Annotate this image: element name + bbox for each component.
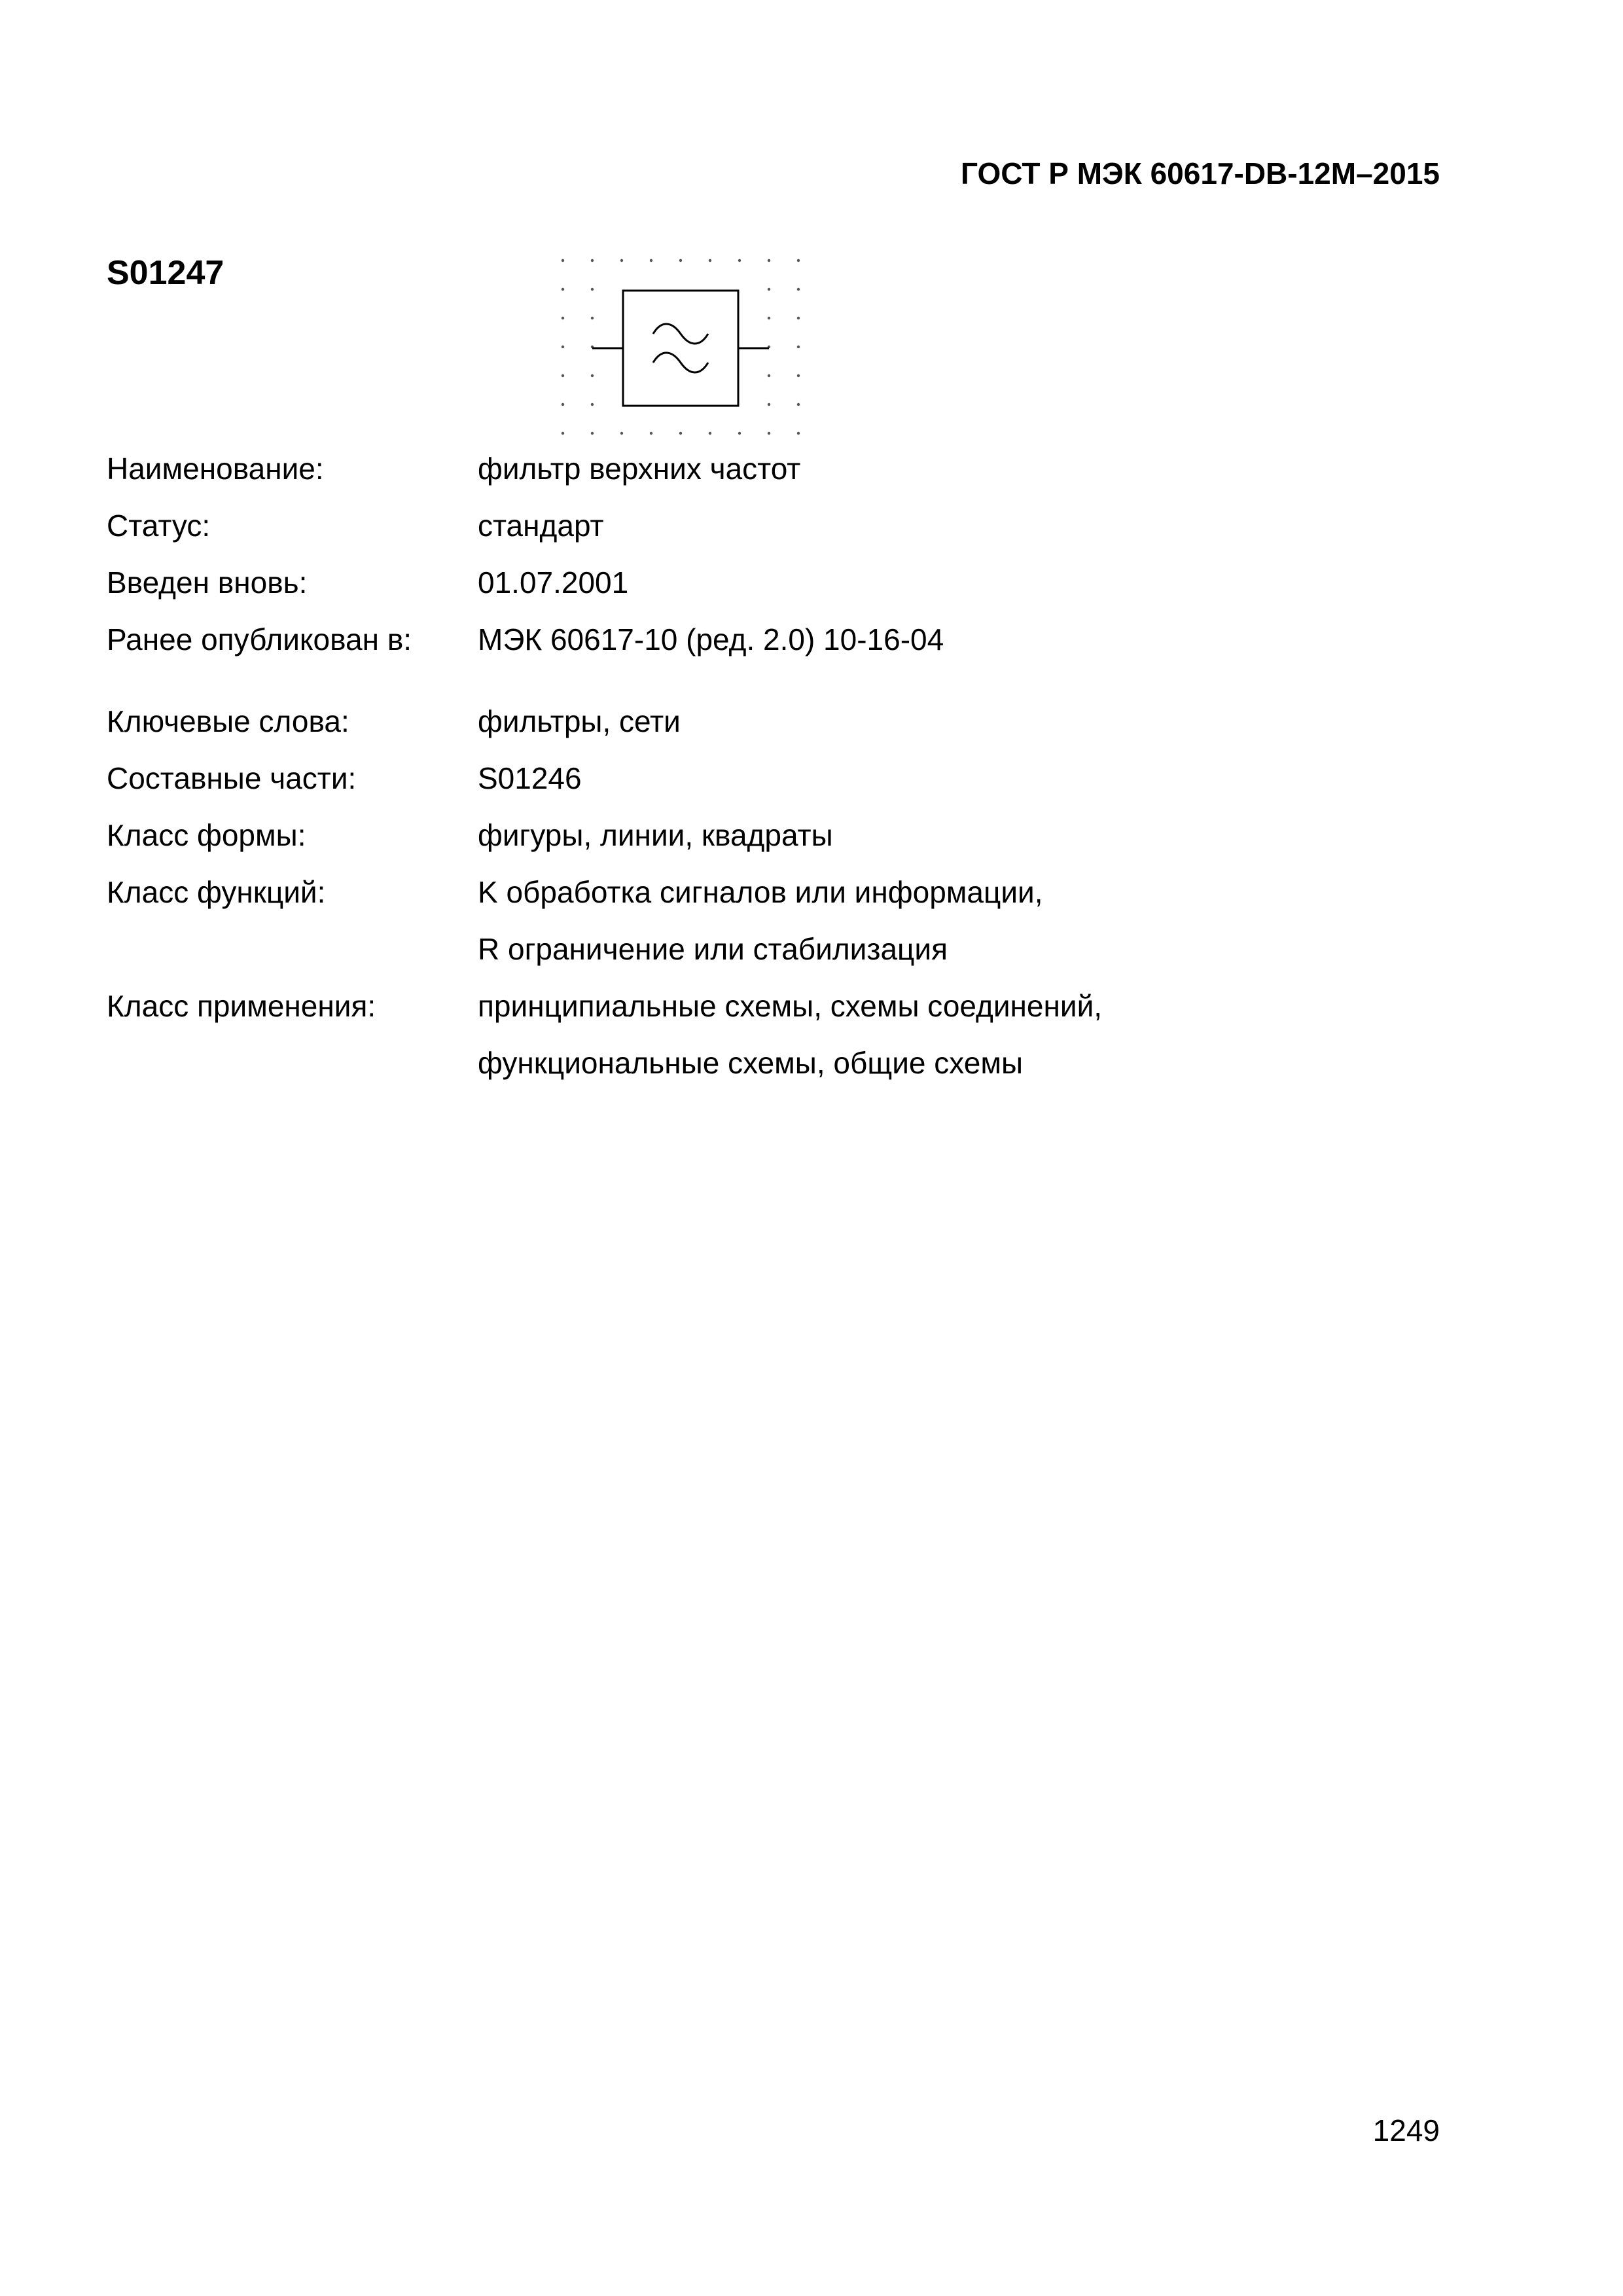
property-row-components — [107, 749, 1416, 806]
property-row-function-class-cont — [107, 920, 1416, 977]
property-value: K обработка сигналов или информации, — [478, 874, 1043, 909]
property-label: Составные части: — [107, 761, 357, 795]
symbol-id: S01247 — [107, 254, 224, 292]
property-value: принципиальные схемы, схемы соединений, — [478, 988, 1103, 1023]
property-row-published — [107, 611, 1416, 668]
property-label: Введен вновь: — [107, 565, 308, 600]
property-value: МЭК 60617-10 (ред. 2.0) 10-16-04 — [478, 622, 944, 656]
property-row-function-class — [107, 863, 1416, 920]
property-label: Ранее опубликован в: — [107, 622, 412, 656]
property-label: Класс функций: — [107, 874, 326, 909]
grid-dots — [562, 259, 800, 435]
property-row-name — [107, 440, 1416, 497]
property-row-application-class-cont — [107, 1034, 1416, 1091]
property-row-application-class — [107, 977, 1416, 1034]
document-standard-header: ГОСТ Р МЭК 60617-DB-12M–2015 — [961, 156, 1440, 190]
highpass-filter-symbol-icon — [550, 250, 812, 440]
property-row-status — [107, 497, 1416, 554]
property-label: Класс применения: — [107, 988, 376, 1023]
property-value: S01246 — [478, 761, 582, 795]
property-value: фигуры, линии, квадраты — [478, 817, 833, 852]
property-row-introduced — [107, 554, 1416, 611]
property-label: Статус: — [107, 508, 211, 543]
properties-list — [107, 440, 1416, 1091]
property-value: стандарт — [478, 508, 604, 543]
property-row-shape-class — [107, 806, 1416, 863]
property-label: Класс формы: — [107, 817, 306, 852]
property-value: фильтр верхних частот — [478, 451, 801, 486]
property-label: Ключевые слова: — [107, 704, 349, 738]
property-value: R ограничение или стабилизация — [478, 931, 948, 966]
property-row-keywords — [107, 692, 1416, 749]
property-value: функциональные схемы, общие схемы — [478, 1045, 1024, 1080]
page-number: 1249 — [1372, 2113, 1440, 2147]
property-value: 01.07.2001 — [478, 565, 629, 600]
property-value: фильтры, сети — [478, 704, 681, 738]
property-label: Наименование: — [107, 451, 324, 486]
